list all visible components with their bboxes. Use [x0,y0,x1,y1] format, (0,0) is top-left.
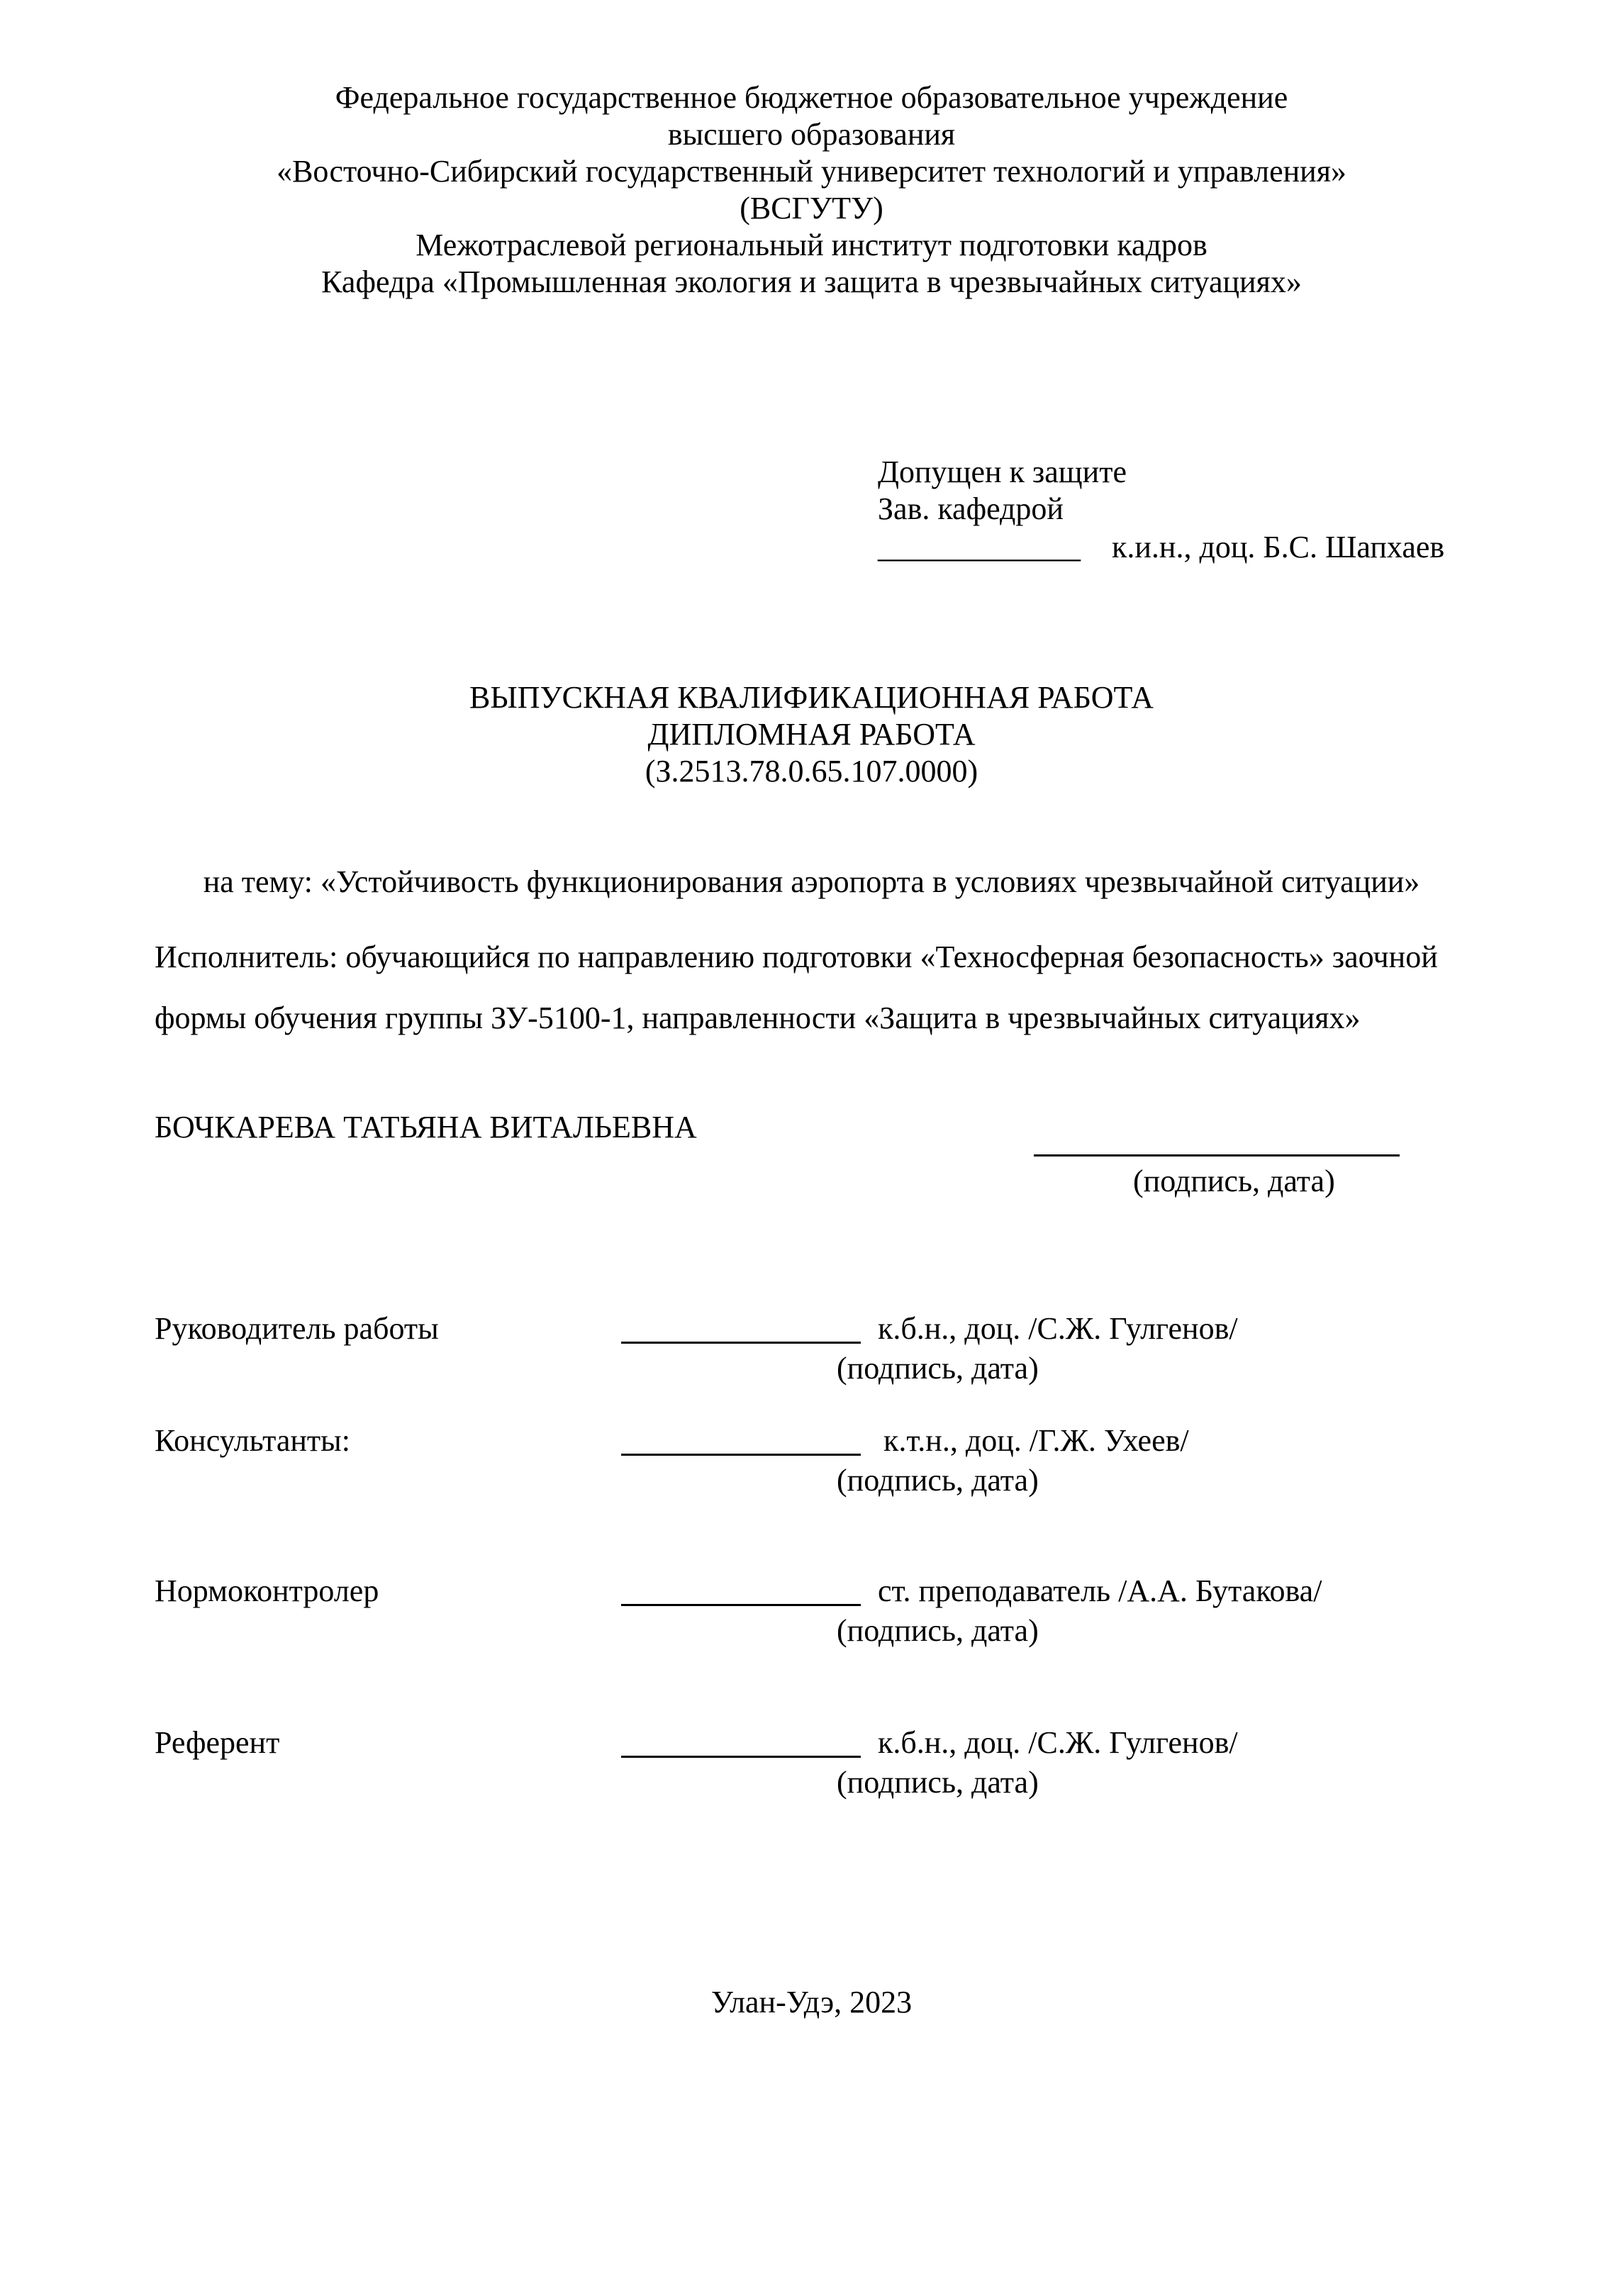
work-subtype-title: ДИПЛОМНАЯ РАБОТА [647,717,976,752]
header-university-name: «Восточно-Сибирский государственный университет технологий и управления» [277,154,1346,189]
header-department: Кафедра «Промышленная экология и защита в чрезвычайных ситуациях» [321,264,1302,299]
consultant-person: к.т.н., доц. /Г.Ж. Ухеев/ [883,1423,1189,1458]
executor-name: БОЧКАРЕВА ТАТЬЯНА ВИТАЛЬЕВНА [155,1110,697,1144]
consultant-signature-caption: (подпись, дата) [837,1463,1039,1498]
work-topic: на тему: «Устойчивость функционирования аэропорта в условиях чрезвычайной ситуации» [203,864,1420,899]
header-institution-type: Федеральное государственное бюджетное образовательное учреждение [335,80,1288,115]
header-university-abbr: (ВСГУТУ) [740,191,883,225]
normcontroller-person: ст. преподаватель /А.А. Бутакова/ [878,1573,1322,1608]
approval-admitted: Допущен к защите [878,455,1127,489]
header-education-level: высшего образования [667,117,956,152]
approval-head-name: к.и.н., доц. Б.С. Шапхаев [1112,530,1445,564]
referee-signature-line [621,1756,861,1758]
executor-signature-line [1034,1154,1400,1157]
normcontroller-role: Нормоконтролер [155,1573,379,1608]
work-type-title: ВЫПУСКНАЯ КВАЛИФИКАЦИОННАЯ РАБОТА [469,680,1154,715]
consultant-role: Консультанты: [155,1423,350,1458]
approval-head-title: Зав. кафедрой [878,491,1064,526]
executor-description-line1: Исполнитель: обучающийся по направлению подготовки «Техносферная безопасность» заочной [155,940,1438,974]
referee-person: к.б.н., доц. /С.Ж. Гулгенов/ [878,1725,1238,1760]
supervisor-signature-line [621,1342,861,1344]
city-year: Улан-Удэ, 2023 [710,1985,913,2019]
supervisor-role: Руководитель работы [155,1311,439,1346]
consultant-signature-line [621,1454,861,1456]
normcontroller-signature-caption: (подпись, дата) [837,1613,1039,1648]
supervisor-person: к.б.н., доц. /С.Ж. Гулгенов/ [878,1311,1238,1346]
approval-signature-blank: _____________ [878,530,1081,564]
work-code: (З.2513.78.0.65.107.0000) [645,754,978,788]
executor-description-line2: формы обучения группы ЗУ-5100-1, направленности «Защита в чрезвычайных ситуациях» [155,1001,1361,1035]
supervisor-signature-caption: (подпись, дата) [837,1351,1039,1386]
referee-role: Референт [155,1725,280,1760]
executor-signature-caption: (подпись, дата) [1133,1164,1335,1198]
header-institute: Межотраслевой региональный институт подготовки кадров [415,228,1208,262]
normcontroller-signature-line [621,1604,861,1606]
referee-signature-caption: (подпись, дата) [837,1765,1039,1800]
